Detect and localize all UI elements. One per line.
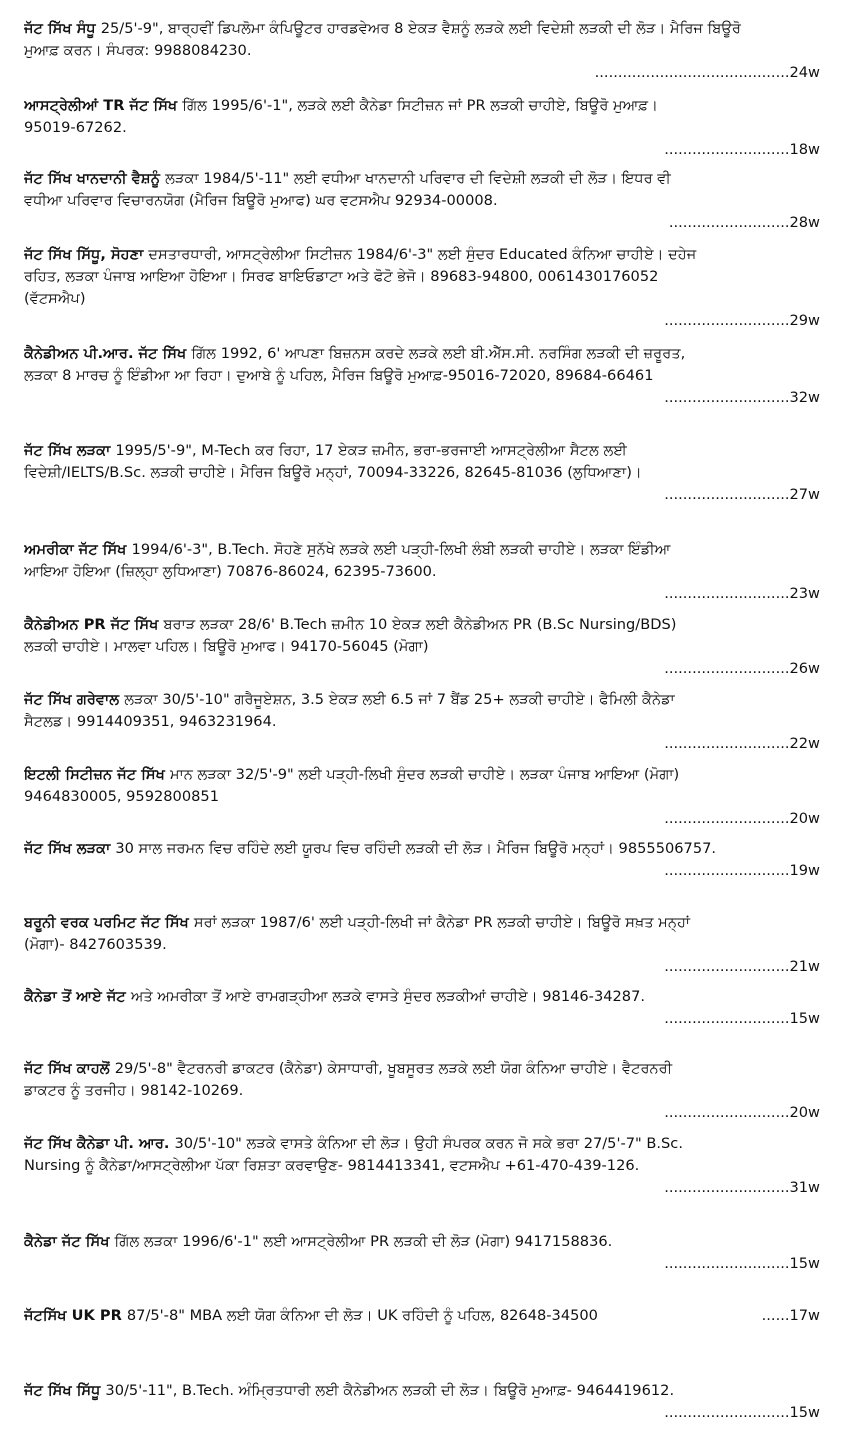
ad-code-line <box>24 484 820 506</box>
classified-ad <box>24 168 820 234</box>
classified-ad <box>24 244 820 332</box>
ad-code-line <box>24 310 820 332</box>
ad-text: ਲੜਕਾ 1984/5'-11" ਲਈ ਵਧੀਆ ਖਾਨਦਾਨੀ ਪਰਿਵਾਰ ਦੀ ਵਿਦੇਸ਼ੀ ਲੜਕੀ ਦੀ ਲੋੜ। ਇਧਰ ਵੀ <box>165 170 671 187</box>
ad-text: ਗਿੱਲ 1995/6'-1", ਲੜਕੇ ਲਈ ਕੈਨੇਡਾ ਸਿਟੀਜ਼ਨ ਜਾਂ PR ਲੜਕੀ ਚਾਹੀਏ, ਬਿਊਰੋ ਮੁਆਫ਼। <box>182 97 658 114</box>
ad-text-line <box>24 244 820 266</box>
classified-ad <box>24 18 820 84</box>
ad-code: ...........................15w <box>664 1404 820 1421</box>
ad-text-line <box>24 440 820 462</box>
ad-text-line <box>24 689 820 711</box>
ad-heading: ਇਟਲੀ ਸਿਟੀਜ਼ਨ ਜੱਟ ਸਿੱਖ <box>24 766 170 783</box>
ad-text: ਗਿੱਲ 1992, 6' ਆਪਣਾ ਬਿਜ਼ਨਸ ਕਰਦੇ ਲੜਕੇ ਲਈ ਬੀ.ਐੱਸ.ਸੀ. ਨਰਸਿੰਗ ਲੜਕੀ ਦੀ ਜ਼ਰੂਰਤ, <box>191 345 686 362</box>
ad-text-line <box>24 986 820 1008</box>
ad-heading: ਜੱਟ ਸਿੱਖ ਸਿੱਧੂ, ਸੋਹਣਾ <box>24 246 149 263</box>
classified-ad <box>24 912 820 978</box>
classified-ad <box>24 1133 820 1199</box>
ad-code: ...........................31w <box>664 1179 820 1196</box>
ad-heading: ਜੱਟ ਸਿੱਖ ਗਰੇਵਾਲ <box>24 691 125 708</box>
ad-heading: ਜੱਟ ਸਿੱਖ ਲੜਕਾ <box>24 840 116 857</box>
ad-code: ...........................15w <box>664 1010 820 1027</box>
ad-code: ......17w <box>761 1307 820 1324</box>
ad-code-line <box>24 1253 820 1275</box>
ad-text: 87/5'-8" MBA ਲਈ ਯੋਗ ਕੰਨਿਆ ਦੀ ਲੋੜ। UK ਰਹਿੰਦੀ ਨੂੰ ਪਹਿਲ, 82648-34500 <box>126 1307 598 1324</box>
classified-ad <box>24 343 820 409</box>
ad-text-line <box>24 912 820 934</box>
ad-heading: ਜੱਟ ਸਿੱਖ ਲੜਕਾ <box>24 442 116 459</box>
ad-code: ...........................20w <box>664 1104 820 1121</box>
ad-code-line <box>24 62 820 84</box>
ad-text: ਲੜਕੀ ਚਾਹੀਏ। ਮਾਲਵਾ ਪਹਿਲ। ਬਿਊਰੋ ਮੁਆਫ। 94170-56045 (ਮੋਗਾ) <box>24 638 429 655</box>
ad-text-line <box>24 117 820 139</box>
ad-code-line <box>24 1008 820 1030</box>
ad-text-line <box>24 934 820 956</box>
ad-text-line <box>24 1155 820 1177</box>
ad-heading: ਕੈਨੇਡਾ ਤੋਂ ਆਏ ਜੱਟ <box>24 988 131 1005</box>
ad-text-line <box>24 288 820 310</box>
ad-heading: ਅਮਰੀਕਾ ਜੱਟ ਸਿੱਖ <box>24 541 132 558</box>
ad-text-line <box>24 1231 820 1253</box>
ad-text-line <box>24 1058 820 1080</box>
ad-heading: ਜੱਟ ਸਿੱਖ ਸੰਧੂ <box>24 20 101 37</box>
ad-heading: ਜੱਟ ਸਿੱਖ ਕੈਨੇਡਾ ਪੀ. ਆਰ. <box>24 1135 175 1152</box>
classified-ad <box>24 1380 820 1424</box>
ad-code-line <box>24 1402 820 1424</box>
ad-code: ...........................18w <box>664 141 820 158</box>
ad-text: (ਵੱਟਸਐਪ) <box>24 290 86 307</box>
ad-text-line <box>24 1133 820 1155</box>
ad-text-line <box>24 462 820 484</box>
ad-heading: ਜੱਟ ਸਿੱਖ ਸਿੱਧੂ <box>24 1382 106 1399</box>
ad-text: Nursing ਨੂੰ ਕੈਨੇਡਾ/ਆਸਟ੍ਰੇਲੀਆ ਪੱਕਾ ਰਿਸ਼ਤਾ ਕਰਵਾਉਣ- 9814413341, ਵਟਸਐਪ +61-470-439-126. <box>24 1157 640 1174</box>
ad-text-line <box>24 1305 820 1327</box>
ad-text: 1995/5'-9", M-Tech ਕਰ ਰਿਹਾ, 17 ਏਕੜ ਜ਼ਮੀਨ, ਭਰਾ-ਭਰਜਾਈ ਆਸਟ੍ਰੇਲੀਆ ਸੈਟਲ ਲਈ <box>115 442 627 459</box>
ad-text-line <box>24 343 820 365</box>
classified-ad <box>24 614 820 680</box>
ad-code-line <box>24 583 820 605</box>
ad-code-line <box>24 1177 820 1199</box>
classified-ad <box>24 1058 820 1124</box>
ad-heading: ਕੈਨੇਡੀਅਨ ਪੀ.ਆਰ. ਜੱਟ ਸਿੱਖ <box>24 345 192 362</box>
ad-code: ...........................15w <box>664 1255 820 1272</box>
ad-text-line <box>24 190 820 212</box>
ad-text-line <box>24 266 820 288</box>
classified-ad <box>24 539 820 605</box>
ad-heading: ਜੱਟ ਸਿੱਖ ਖਾਨਦਾਨੀ ਵੈਸ਼ਨੂੰ <box>24 170 166 187</box>
ad-text-line <box>24 764 820 786</box>
ad-text-line <box>24 365 820 387</box>
ad-text: ਸੈਟਲਡ। 9914409351, 9463231964. <box>24 713 277 730</box>
ad-text-line <box>24 18 820 40</box>
ad-code-line <box>24 139 820 161</box>
ad-text-line <box>24 1380 820 1402</box>
ad-code-line <box>24 733 820 755</box>
ad-text: (ਮੋਗਾ)- 8427603539. <box>24 936 167 953</box>
ad-text: ਮਾਨ ਲੜਕਾ 32/5'-9" ਲਈ ਪੜ੍ਹੀ-ਲਿਖੀ ਸੁੰਦਰ ਲੜਕੀ ਚਾਹੀਏ। ਲੜਕਾ ਪੰਜਾਬ ਆਇਆ (ਮੋਗਾ) <box>169 766 680 783</box>
ad-text: ਦਸਤਾਰਧਾਰੀ, ਆਸਟ੍ਰੇਲੀਆ ਸਿਟੀਜ਼ਨ 1984/6'-3" ਲਈ ਸੁੰਦਰ Educated ਕੰਨਿਆ ਚਾਹੀਏ। ਦਹੇਜ <box>148 246 697 263</box>
ad-code-line <box>24 860 820 882</box>
ad-text-line <box>24 614 820 636</box>
ad-code-line <box>24 808 820 830</box>
ad-code: ...........................26w <box>664 660 820 677</box>
ad-code-line <box>24 212 820 234</box>
ad-text-line <box>24 711 820 733</box>
ad-code-line <box>24 1102 820 1124</box>
ad-text: ਅਤੇ ਅਮਰੀਕਾ ਤੋਂ ਆਏ ਰਾਮਗੜ੍ਹੀਆ ਲੜਕੇ ਵਾਸਤੇ ਸੁੰਦਰ ਲੜਕੀਆਂ ਚਾਹੀਏ। 98146-34287. <box>130 988 646 1005</box>
ad-heading: ਕੈਨੇਡਾ ਜੱਟ ਸਿੱਖ <box>24 1233 115 1250</box>
ad-code-line <box>24 956 820 978</box>
ad-heading: ਜੱਟ ਸਿੱਖ ਕਾਹਲੋਂ <box>24 1060 115 1077</box>
ad-text-line <box>24 636 820 658</box>
ad-code: ..........................................24w <box>594 64 820 81</box>
ad-code-line <box>24 387 820 409</box>
ad-text: ਸਰਾਂ ਲੜਕਾ 1987/6' ਲਈ ਪੜ੍ਹੀ-ਲਿਖੀ ਜਾਂ ਕੈਨੇਡਾ PR ਲੜਕੀ ਚਾਹੀਏ। ਬਿਊਰੋ ਸਖ਼ਤ ਮਨ੍ਹਾਂ <box>193 914 691 931</box>
ad-code: ..........................28w <box>668 214 820 231</box>
ad-text-line <box>24 40 820 62</box>
ad-text-line <box>24 95 820 117</box>
ad-text-line <box>24 1080 820 1102</box>
ad-text: 25/5'-9", ਬਾਰ੍ਹਵੀਂ ਡਿਪਲੋਮਾ ਕੰਪਿਊਟਰ ਹਾਰਡਵੇਅਰ 8 ਏਕੜ ਵੈਸ਼ਨੂੰ ਲੜਕੇ ਲਈ ਵਿਦੇਸ਼ੀ ਲੜਕੀ ਦੀ ਲੋੜ। ਮੈਰਿਜ ਬਿਊਰੋ <box>100 20 741 37</box>
ad-code: ...........................32w <box>664 389 820 406</box>
ad-text: ਲੜਕਾ 8 ਮਾਰਚ ਨੂੰ ਇੰਡੀਆ ਆ ਰਿਹਾ। ਦੁਆਬੇ ਨੂੰ ਪਹਿਲ, ਮੈਰਿਜ ਬਿਊਰੋ ਮੁਆਫ਼-95016-72020, 89684-66461 <box>24 367 654 384</box>
ad-code: ...........................19w <box>664 862 820 879</box>
ad-code: ...........................21w <box>664 958 820 975</box>
ad-text-line <box>24 539 820 561</box>
ad-text-line <box>24 786 820 808</box>
ad-text: ਵਿਦੇਸ਼ੀ/IELTS/B.Sc. ਲੜਕੀ ਚਾਹੀਏ। ਮੈਰਿਜ ਬਿਊਰੋ ਮਨ੍ਹਾਂ, 70094-33226, 82645-81036 (ਲੁਧਿਆਣਾ)। <box>24 464 642 481</box>
ad-text: 30/5'-10" ਲੜਕੇ ਵਾਸਤੇ ਕੰਨਿਆ ਦੀ ਲੋੜ। ਉਹੀ ਸੰਪਰਕ ਕਰਨ ਜੋ ਸਕੇ ਭਰਾ 27/5'-7" B.Sc. <box>174 1135 683 1152</box>
ad-text: ਡਾਕਟਰ ਨੂੰ ਤਰਜੀਹ। 98142-10269. <box>24 1082 244 1099</box>
classified-ad <box>24 689 820 755</box>
ad-text: 95019-67262. <box>24 119 127 136</box>
ad-text: ਆਇਆ ਹੋਇਆ (ਜ਼ਿਲ੍ਹਾ ਲੁਧਿਆਣਾ) 70876-86024, 62395-73600. <box>24 563 437 580</box>
ad-heading: ਕੈਨੇਡੀਅਨ PR ਜੱਟ ਸਿੱਖ <box>24 616 164 633</box>
ad-code-line <box>24 658 820 680</box>
ad-text: ਰਹਿਤ, ਲੜਕਾ ਪੰਜਾਬ ਆਇਆ ਹੋਇਆ। ਸਿਰਫ ਬਾਇਓਡਾਟਾ ਅਤੇ ਫੋਟੋ ਭੇਜੋ। 89683-94800, 0061430176052 <box>24 268 659 285</box>
ad-text: 30 ਸਾਲ ਜਰਮਨ ਵਿਚ ਰਹਿੰਦੇ ਲਈ ਯੂਰਪ ਵਿਚ ਰਹਿੰਦੀ ਲੜਕੀ ਦੀ ਲੋੜ। ਮੈਰਿਜ ਬਿਊਰੋ ਮਨ੍ਹਾਂ। 9855506757. <box>115 840 717 857</box>
ad-heading: ਆਸਟ੍ਰੇਲੀਆਂ TR ਜੱਟ ਸਿੱਖ <box>24 97 183 114</box>
ad-text: 1994/6'-3", B.Tech. ਸੋਹਣੇ ਸੁਨੱਖੇ ਲੜਕੇ ਲਈ ਪੜ੍ਹੀ-ਲਿਖੀ ਲੰਬੀ ਲੜਕੀ ਚਾਹੀਏ। ਲੜਕਾ ਇੰਡੀਆ <box>131 541 671 558</box>
ad-code: ...........................20w <box>664 810 820 827</box>
ad-text-line <box>24 838 820 860</box>
ad-text: ਮੁਆਫ਼ ਕਰਨ। ਸੰਪਰਕ: 9988084230. <box>24 42 252 59</box>
classified-ad <box>24 986 820 1030</box>
ad-code: ...........................22w <box>664 735 820 752</box>
ad-heading: ਬਰੂਨੀ ਵਰਕ ਪਰਮਿਟ ਜੱਟ ਸਿੱਖ <box>24 914 194 931</box>
classified-ad <box>24 838 820 882</box>
classified-ad <box>24 1305 820 1327</box>
ad-text: ਬਰਾੜ ਲੜਕਾ 28/6' B.Tech ਜ਼ਮੀਨ 10 ਏਕੜ ਲਈ ਕੈਨੇਡੀਅਨ PR (B.Sc Nursing/BDS) <box>163 616 677 633</box>
ad-text-line <box>24 561 820 583</box>
classified-ad <box>24 95 820 161</box>
ad-code: ...........................27w <box>664 486 820 503</box>
ad-text: ਵਧੀਆ ਪਰਿਵਾਰ ਵਿਚਾਰਨਯੋਗ (ਮੈਰਿਜ ਬਿਊਰੋ ਮੁਆਫ) ਘਰ ਵਟਸਐਪ 92934-00008. <box>24 192 498 209</box>
classified-ad <box>24 1231 820 1275</box>
ad-heading: ਜੱਟਸਿੱਖ UK PR <box>24 1307 127 1324</box>
ad-text: 30/5'-11", B.Tech. ਅੰਮ੍ਰਿਤਧਾਰੀ ਲਈ ਕੈਨੇਡੀਅਨ ਲੜਕੀ ਦੀ ਲੋੜ। ਬਿਊਰੋ ਮੁਆਫ਼- 9464419612. <box>105 1382 675 1399</box>
ad-text: ਲੜਕਾ 30/5'-10" ਗਰੈਜੂਏਸ਼ਨ, 3.5 ਏਕੜ ਲਈ 6.5 ਜਾਂ 7 ਬੈਂਡ 25+ ਲੜਕੀ ਚਾਹੀਏ। ਫੈਮਿਲੀ ਕੈਨੇਡਾ <box>124 691 675 708</box>
classified-ad <box>24 440 820 506</box>
ad-text-line <box>24 168 820 190</box>
ad-code: ...........................29w <box>664 312 820 329</box>
ad-code: ...........................23w <box>664 585 820 602</box>
ad-text: 29/5'-8" ਵੈਟਰਨਰੀ ਡਾਕਟਰ (ਕੈਨੇਡਾ) ਕੇਸਾਧਾਰੀ, ਖੂਬਸੂਰਤ ਲੜਕੇ ਲਈ ਯੋਗ ਕੰਨਿਆ ਚਾਹੀਏ। ਵੈਟਰਨਰੀ <box>114 1060 673 1077</box>
ad-text: ਗਿੱਲ ਲੜਕਾ 1996/6'-1" ਲਈ ਆਸਟ੍ਰੇਲੀਆ PR ਲੜਕੀ ਦੀ ਲੋੜ (ਮੋਗਾ) 9417158836. <box>114 1233 613 1250</box>
ad-text: 9464830005, 9592800851 <box>24 788 219 805</box>
classified-ad <box>24 764 820 830</box>
